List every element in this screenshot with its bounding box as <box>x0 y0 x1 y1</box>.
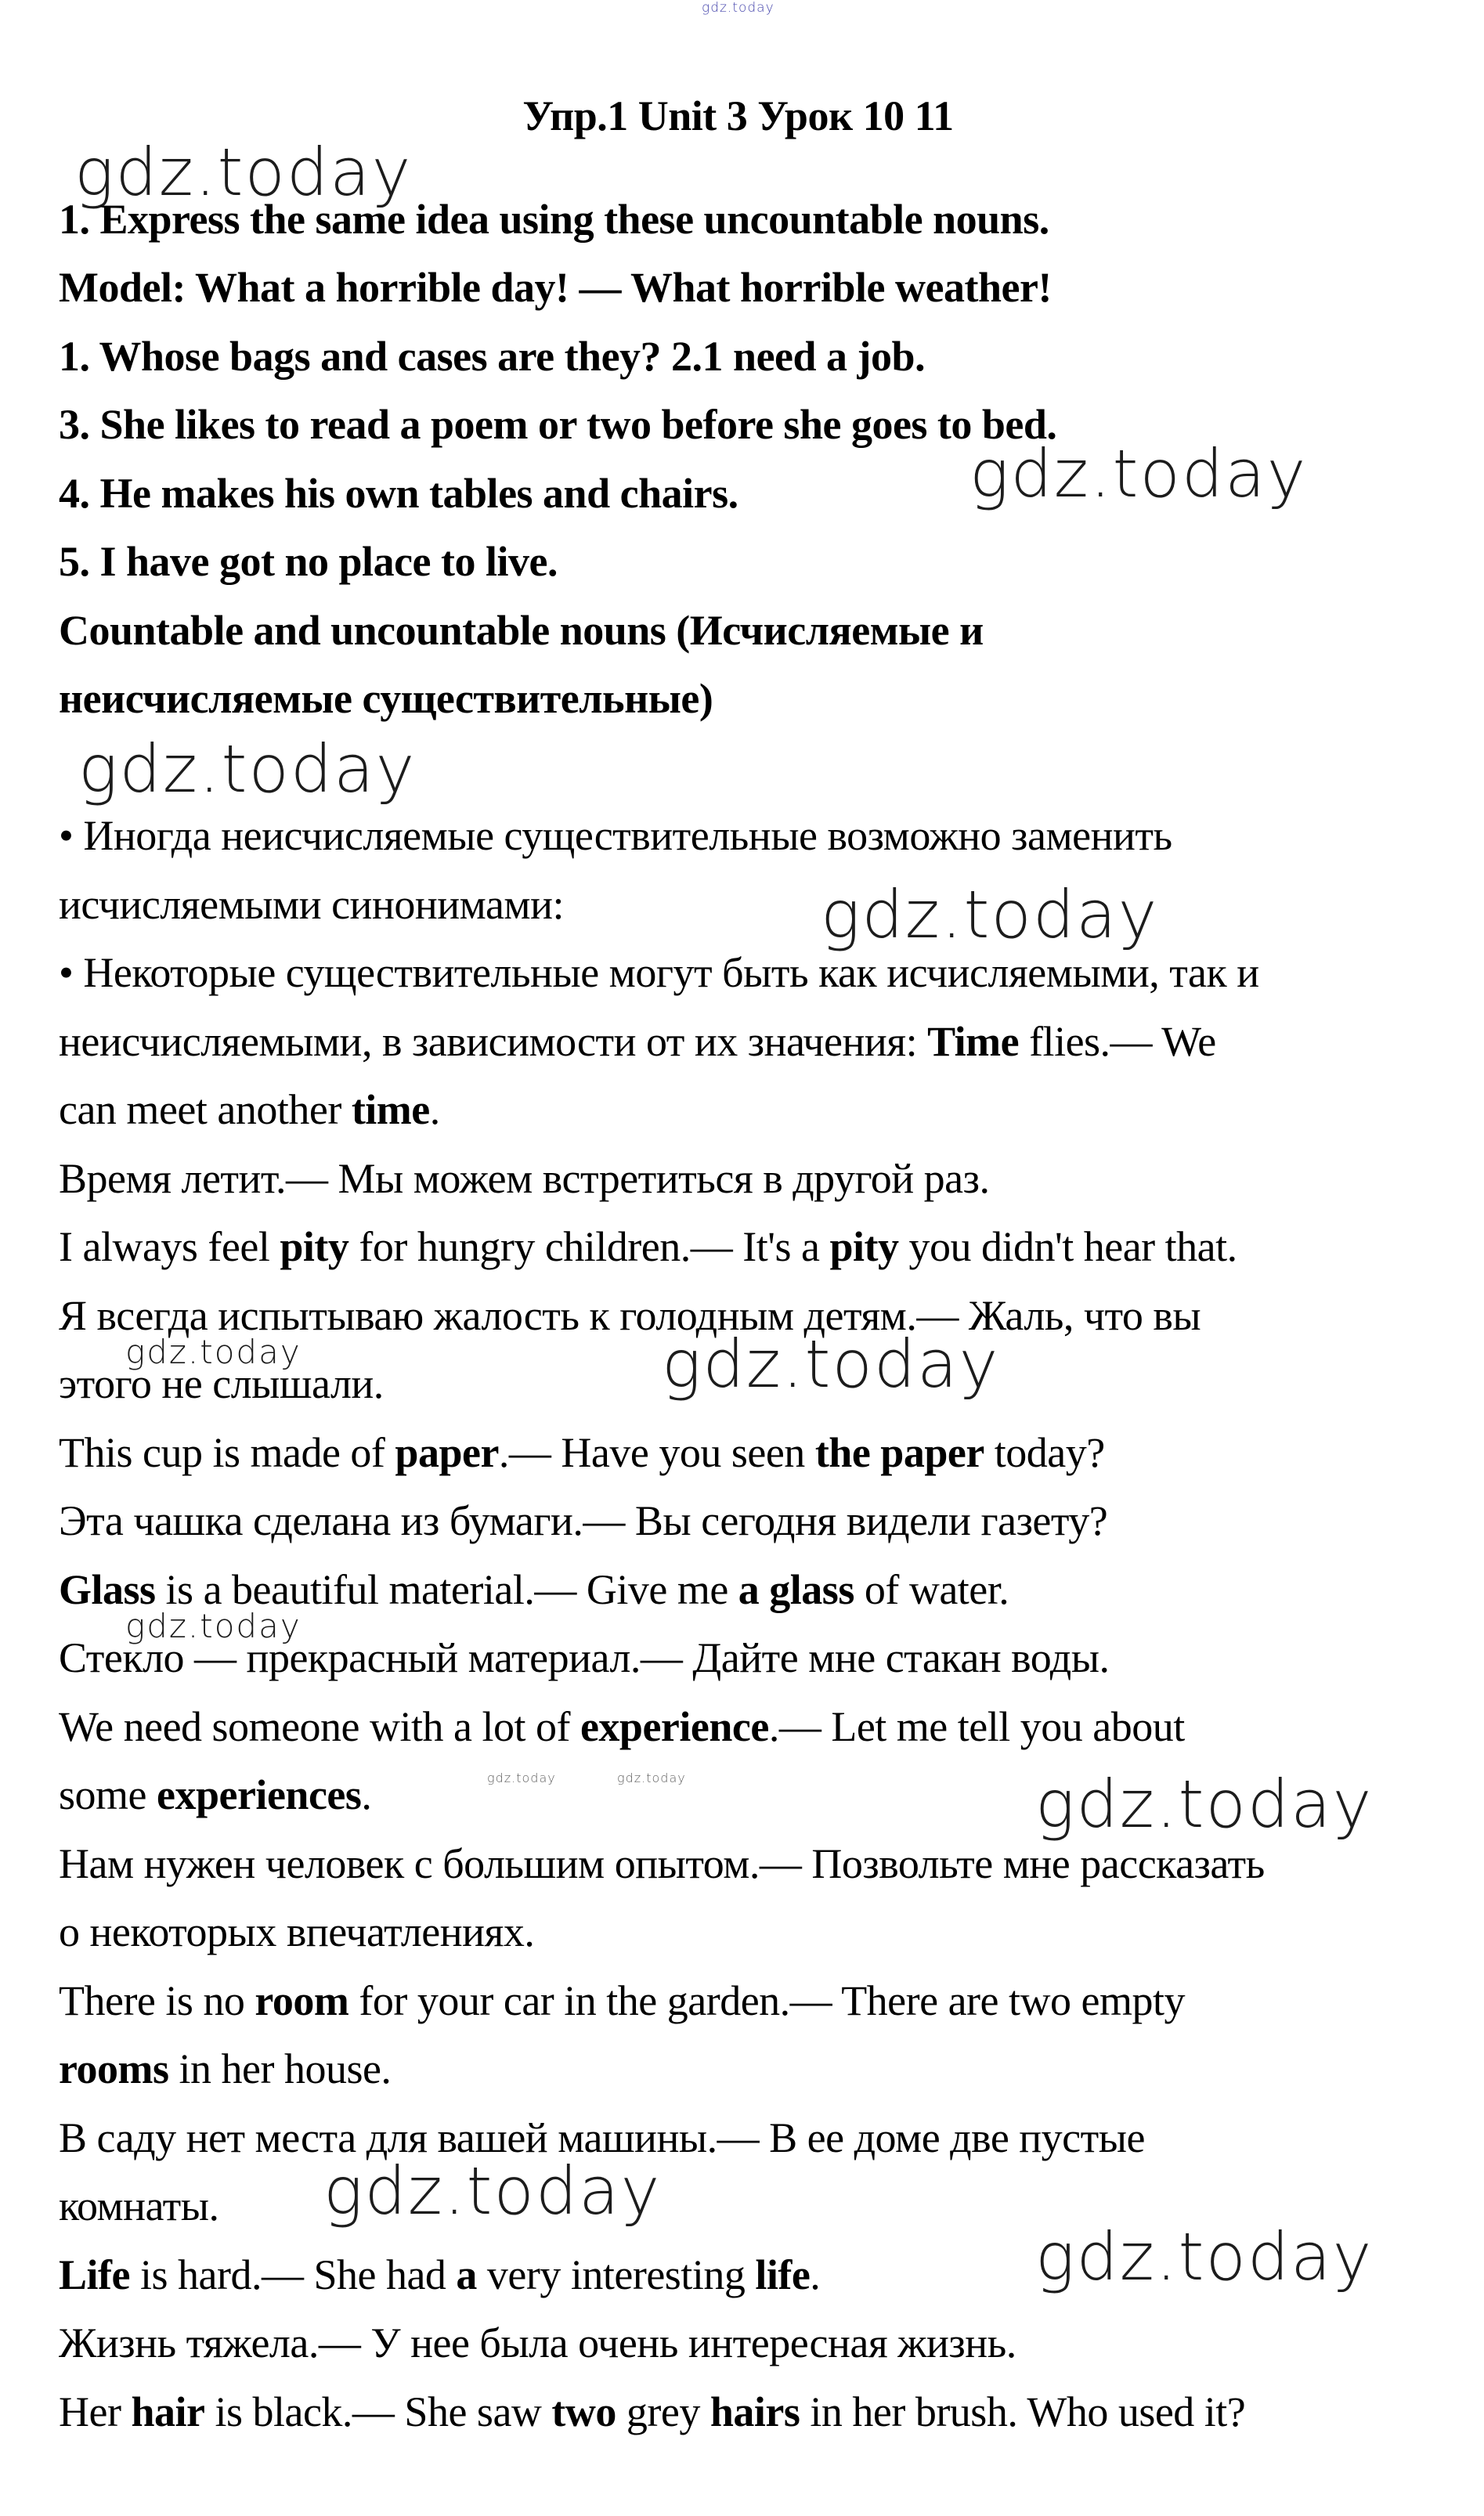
text-segment: .— Let me tell you about <box>768 1702 1185 1750</box>
text-segment: life <box>755 2251 811 2298</box>
text-segment: two <box>551 2388 616 2435</box>
text-segment: Стекло — прекрасный материал.— Дайте мне стакан воды. <box>59 1634 1110 1681</box>
text-segment: Glass <box>59 1565 156 1613</box>
text-segment: . <box>429 1086 440 1133</box>
text-segment: in her brush. Who used it? <box>800 2388 1246 2435</box>
text-segment: • Некоторые существительные могут быть как исчисляемыми, так и <box>59 949 1259 996</box>
text-segment: исчисляемыми синонимами: <box>59 880 564 928</box>
text-line <box>59 1008 1453 1077</box>
text-segment: 5. I have got no place to live. <box>59 538 558 585</box>
text-segment: the paper <box>814 1428 984 1476</box>
text-segment: I always feel <box>59 1223 280 1270</box>
watermark-text: gdz.today <box>702 0 774 16</box>
text-segment: . <box>361 1771 372 1818</box>
watermark-text: gdz.today <box>662 1326 1000 1402</box>
text-segment: 4. He makes his own tables and chairs. <box>59 469 738 517</box>
text-line <box>59 802 1453 871</box>
text-line <box>59 1076 1453 1145</box>
text-line <box>59 1624 1453 1693</box>
watermark-text: gdz.today <box>969 435 1308 512</box>
text-segment: There is no <box>59 1976 255 2024</box>
text-segment: Model: What a horrible day! — What horrible weather! <box>59 264 1052 311</box>
watermark-text: gdz.today <box>1035 1766 1374 1843</box>
text-segment: today? <box>984 1428 1105 1476</box>
text-segment: is black.— She saw <box>204 2388 552 2435</box>
text-segment: This cup is made of <box>59 1428 395 1476</box>
text-segment: hairs <box>710 2388 800 2435</box>
text-line <box>59 2309 1453 2378</box>
text-segment: Time <box>927 1017 1020 1065</box>
text-segment: for hungry children.— It's a <box>348 1223 830 1270</box>
text-segment: in her house. <box>168 2045 392 2092</box>
text-segment: a glass <box>738 1565 854 1613</box>
text-segment: неисчисляемые существительные) <box>59 675 713 722</box>
text-line <box>59 1693 1453 1762</box>
text-line <box>59 1213 1453 1282</box>
text-segment: some <box>59 1771 157 1818</box>
text-segment: 3. She likes to read a poem or two before she goes to bed. <box>59 401 1057 448</box>
text-segment: very interesting <box>476 2251 756 2298</box>
text-segment: Жизнь тяжела.— У нее была очень интересная жизнь. <box>59 2319 1016 2366</box>
text-line <box>59 2035 1453 2104</box>
text-line <box>59 939 1453 1008</box>
text-line <box>59 1145 1453 1214</box>
text-segment: is hard.— She had <box>129 2251 457 2298</box>
text-line <box>59 597 1453 666</box>
text-line <box>59 1761 1453 1830</box>
text-segment: pity <box>829 1223 899 1270</box>
text-segment: .— Have you seen <box>498 1428 815 1476</box>
text-line <box>59 186 1453 254</box>
text-line <box>59 254 1453 323</box>
text-segment: a <box>456 2251 477 2298</box>
watermark-text: gdz.today <box>1035 2218 1374 2295</box>
text-segment: Я всегда испытываю жалость к голодным детям.— Жаль, что вы <box>59 1291 1201 1339</box>
text-segment: . <box>810 2251 821 2298</box>
text-line <box>59 1487 1453 1556</box>
page-title: Упр.1 Unit 3 Урок 10 11 <box>522 92 954 139</box>
text-segment: Life <box>59 2251 130 2298</box>
text-segment: flies.— We <box>1019 1017 1216 1065</box>
watermark-text: gdz.today <box>821 876 1159 953</box>
text-segment: 1. Whose bags and cases are they? 2.1 need a job. <box>59 332 926 380</box>
text-segment: о некоторых впечатлениях. <box>59 1908 535 1955</box>
text-segment: Эта чашка сделана из бумаги.— Вы сегодня видели газету? <box>59 1497 1108 1544</box>
text-line <box>59 871 1453 940</box>
text-line <box>59 2172 1453 2241</box>
text-line <box>59 1282 1453 1351</box>
text-line <box>59 528 1453 597</box>
watermark-text: gdz.today <box>125 1333 301 1371</box>
text-segment: Время летит.— Мы можем встретиться в другой раз. <box>59 1154 990 1202</box>
text-segment: paper <box>395 1428 499 1476</box>
text-segment: комнаты. <box>59 2182 219 2229</box>
text-segment: неисчисляемыми, в зависимости от их значения: <box>59 1017 928 1065</box>
text-segment: В саду нет места для вашей машины.— В ее доме две пустые <box>59 2114 1145 2161</box>
text-line <box>59 2104 1453 2173</box>
text-segment: experience <box>580 1702 769 1750</box>
text-segment: hair <box>131 2388 205 2435</box>
watermark-text: gdz.today <box>617 1771 686 1785</box>
text-segment: We need someone with a lot of <box>59 1702 580 1750</box>
text-line <box>59 1898 1453 1967</box>
text-line <box>59 460 1453 529</box>
text-segment: pity <box>280 1223 349 1270</box>
text-line <box>59 2378 1453 2447</box>
text-segment: Countable and uncountable nouns (Исчисляемые и <box>59 606 984 654</box>
watermark-text: gdz.today <box>487 1771 556 1785</box>
text-line <box>59 1350 1453 1419</box>
text-segment: 1. Express the same idea using these uncountable nouns. <box>59 195 1049 243</box>
text-line <box>59 665 1453 734</box>
text-segment: for your car in the garden.— There are two empty <box>348 1976 1185 2024</box>
watermark-text: gdz.today <box>74 134 413 211</box>
text-segment: of water. <box>854 1565 1009 1613</box>
text-segment: time <box>351 1086 430 1133</box>
text-segment: you didn't hear that. <box>898 1223 1237 1270</box>
text-line <box>59 391 1453 460</box>
watermark-text: gdz.today <box>323 2153 662 2229</box>
text-segment: • Иногда неисчисляемые существительные возможно заменить <box>59 812 1172 859</box>
text-segment: can meet another <box>59 1086 352 1133</box>
watermark-text: gdz.today <box>78 731 417 807</box>
text-line <box>59 1556 1453 1625</box>
text-line <box>59 1830 1453 1899</box>
text-segment: этого не слышали. <box>59 1360 384 1407</box>
watermark-text: gdz.today <box>125 1607 301 1645</box>
text-segment: is a beautiful material.— Give me <box>155 1565 738 1613</box>
text-segment: grey <box>616 2388 710 2435</box>
text-line <box>59 2241 1453 2310</box>
text-line <box>59 1967 1453 2036</box>
text-segment: Her <box>59 2388 132 2435</box>
text-line <box>59 1419 1453 1488</box>
text-segment: room <box>255 1976 349 2024</box>
text-segment: rooms <box>59 2045 169 2092</box>
text-line <box>59 323 1453 392</box>
text-segment: Нам нужен человек с большим опытом.— Позвольте мне рассказать <box>59 1839 1265 1887</box>
text-segment: experiences <box>157 1771 362 1818</box>
